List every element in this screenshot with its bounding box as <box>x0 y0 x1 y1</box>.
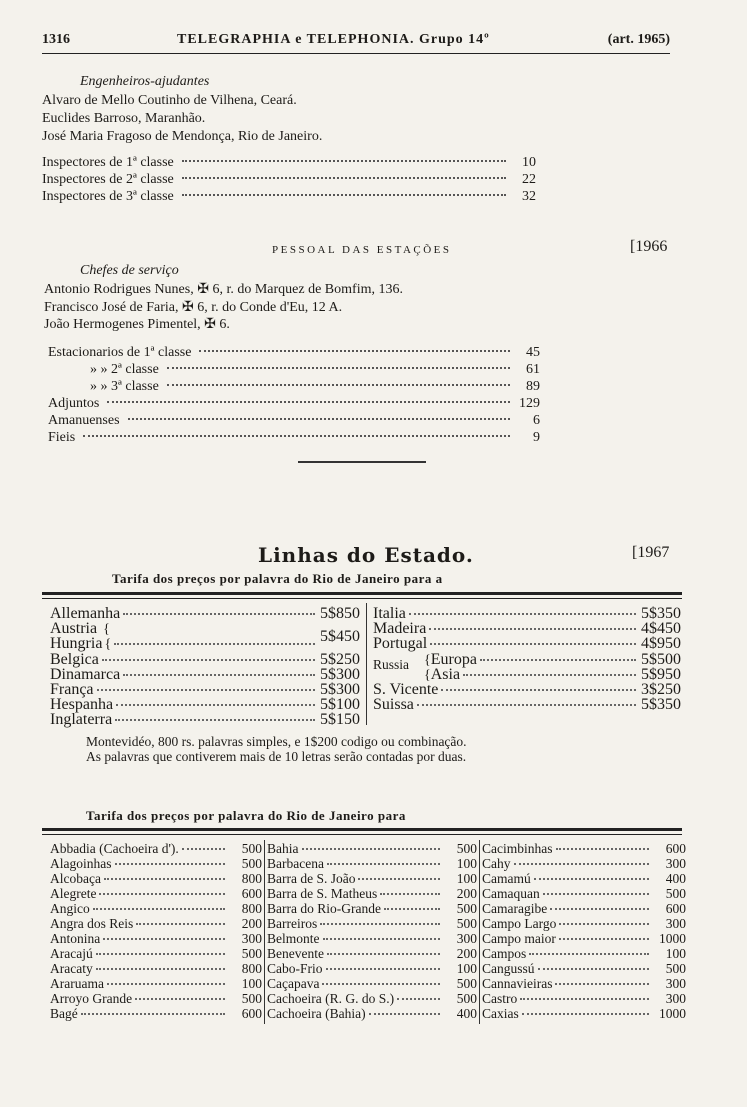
table-row <box>482 931 686 946</box>
table-row <box>267 841 477 856</box>
table-top-rule <box>42 592 682 595</box>
table-row <box>482 856 686 871</box>
column-separator <box>264 840 265 1024</box>
estacoes-row: Amanuenses 6 <box>48 413 540 428</box>
place-name: Caçapava <box>267 976 320 991</box>
header-rule <box>42 53 670 54</box>
section-divider <box>298 461 426 463</box>
article-ref: (art. 1965) <box>607 32 670 47</box>
place-name: Arroyo Grande <box>50 991 133 1006</box>
price-value: 100 <box>456 961 477 976</box>
table-row: Inglaterra 5$150 <box>50 711 360 728</box>
price-value: 500 <box>665 961 686 976</box>
place-name: Cahy <box>482 856 511 871</box>
column-separator <box>479 840 480 1024</box>
place-name: Camaquan <box>482 886 540 901</box>
place-name: Alegrete <box>50 886 97 901</box>
price-value: 300 <box>241 931 262 946</box>
place-name: Campo Largo <box>482 916 557 931</box>
table-row <box>482 946 686 961</box>
place-name: Aracajú <box>50 946 93 961</box>
linhas-title: Linhas do Estado. <box>258 543 474 567</box>
table-row <box>267 916 477 931</box>
place-name: Belmonte <box>267 931 320 946</box>
inspectores-row: Inspectores de 2ª classe 22 <box>42 172 536 187</box>
engenheiro-name: Alvaro de Mello Coutinho de Vilhena, Ceará. <box>42 93 297 108</box>
price-value: 200 <box>456 886 477 901</box>
chefe-name: Francisco José de Faria, ✠ 6, r. do Conde d'Eu, 12 A. <box>44 300 343 315</box>
table-row: Dinamarca 5$300 <box>50 666 360 683</box>
place-name: Cachoeira (R. G. do S.) <box>267 991 395 1006</box>
price-value: 500 <box>456 841 477 856</box>
table-top-rule <box>42 598 682 599</box>
table-row <box>267 961 477 976</box>
table-row <box>482 901 686 916</box>
inspectores-row: Inspectores de 1ª classe 10 <box>42 155 536 170</box>
place-name: Antonina <box>50 931 101 946</box>
table-row <box>267 901 477 916</box>
place-name: Alcobaça <box>50 871 101 886</box>
price-value: 100 <box>456 871 477 886</box>
price-value: 800 <box>241 901 262 916</box>
table-row <box>50 931 262 946</box>
place-name: Bagé <box>50 1006 78 1021</box>
place-name: Cacimbinhas <box>482 841 553 856</box>
place-name: Castro <box>482 991 518 1006</box>
place-name: Barra do Rio-Grande <box>267 901 381 916</box>
price-value: 300 <box>665 991 686 1006</box>
place-name: Barbacena <box>267 856 324 871</box>
table-row <box>267 856 477 871</box>
price-value: 300 <box>665 856 686 871</box>
price-value: 600 <box>665 901 686 916</box>
russia-label: Russia <box>373 657 410 672</box>
table-row: S. Vicente 3$250 <box>373 681 681 698</box>
price-value: 500 <box>241 946 262 961</box>
price-value: 500 <box>456 976 477 991</box>
price-value: 600 <box>241 886 262 901</box>
table-row: { Asia 5$950 <box>424 666 681 683</box>
engenheiro-name: José Maria Fragoso de Mendonça, Rio de Janeiro. <box>42 129 323 144</box>
tarifa-title: Tarifa dos preços por palavra do Rio de Janeiro para <box>86 808 406 823</box>
table-row <box>50 841 262 856</box>
price-value: 400 <box>456 1006 477 1021</box>
tarifa-note: As palavras que contiverem mais de 10 letras serão contadas por duas. <box>86 749 467 764</box>
table-row: Italia 5$350 <box>373 605 681 622</box>
price-value: 500 <box>241 856 262 871</box>
table-row: Madeira 4$450 <box>373 620 681 637</box>
price-value: 600 <box>241 1006 262 1021</box>
place-name: Campo maior <box>482 931 556 946</box>
paragraph-ref: [1967 <box>632 544 670 561</box>
price-value: 100 <box>241 976 262 991</box>
price-value: 500 <box>456 991 477 1006</box>
table-row: França 5$300 <box>50 681 360 698</box>
place-name: Angra dos Reis <box>50 916 134 931</box>
place-name: Cannavieiras <box>482 976 553 991</box>
price-value: 300 <box>665 976 686 991</box>
table-row <box>267 1006 477 1021</box>
place-name: Caxias <box>482 1006 519 1021</box>
place-name: Cangussú <box>482 961 535 976</box>
table-row <box>482 871 686 886</box>
price-value: 1000 <box>659 1006 686 1021</box>
price-value: 300 <box>456 931 477 946</box>
place-name: Bahia <box>267 841 299 856</box>
table-row <box>50 946 262 961</box>
table-row <box>50 976 262 991</box>
table-row <box>50 871 262 886</box>
table-row <box>50 961 262 976</box>
place-name: Barra de S. Matheus <box>267 886 378 901</box>
inspectores-row: Inspectores de 3ª classe 32 <box>42 189 536 204</box>
table-row <box>267 991 477 1006</box>
engenheiros-heading: Engenheiros-ajudantes <box>80 74 210 89</box>
table-top-rule <box>42 828 682 831</box>
place-name: Benevente <box>267 946 324 961</box>
table-row: Portugal 4$950 <box>373 635 681 652</box>
table-row: { Europa 5$500 <box>424 651 681 668</box>
table-row <box>482 886 686 901</box>
price-value: 400 <box>665 871 686 886</box>
place-name: Barra de S. João <box>267 871 356 886</box>
table-row <box>50 916 262 931</box>
table-row <box>50 886 262 901</box>
engenheiro-name: Euclides Barroso, Maranhão. <box>42 111 206 126</box>
table-row <box>50 991 262 1006</box>
estacoes-row: » » 3ª classe 89 <box>90 379 540 394</box>
price-value: 500 <box>456 901 477 916</box>
table-row: Austria { <box>50 620 110 637</box>
price-value: 300 <box>665 916 686 931</box>
table-top-rule <box>42 834 682 835</box>
table-row <box>482 991 686 1006</box>
chefe-name: Antonio Rodrigues Nunes, ✠ 6, r. do Marquez de Bomfim, 136. <box>44 282 403 297</box>
running-title: TELEGRAPHIA e TELEPHONIA. Grupo 14º <box>177 32 490 47</box>
table-row: Allemanha 5$850 <box>50 605 360 622</box>
price-value: 800 <box>241 871 262 886</box>
tarifa-note: Montevidéo, 800 rs. palavras simples, e 1$200 codigo ou combinação. <box>86 734 467 749</box>
table-row <box>482 961 686 976</box>
price-value: 600 <box>665 841 686 856</box>
price-value: 200 <box>241 916 262 931</box>
price-value: 500 <box>665 886 686 901</box>
table-row <box>267 931 477 946</box>
chefe-name: João Hermogenes Pimentel, ✠ 6. <box>44 317 230 332</box>
place-name: Barreiros <box>267 916 318 931</box>
table-row: Hungria { 5$450 <box>50 628 360 652</box>
estacoes-heading: PESSOAL DAS ESTAÇÕES <box>272 244 452 256</box>
table-row <box>482 841 686 856</box>
place-name: Angico <box>50 901 90 916</box>
price-value: 1000 <box>659 931 686 946</box>
place-name: Cachoeira (Bahia) <box>267 1006 366 1021</box>
paragraph-ref: [1966 <box>630 238 668 255</box>
estacoes-row: Fieis 9 <box>48 430 540 445</box>
place-name: Alagoinhas <box>50 856 112 871</box>
running-header <box>42 32 670 52</box>
table-row <box>267 976 477 991</box>
price-value: 500 <box>241 991 262 1006</box>
place-name: Campos <box>482 946 527 961</box>
price-value: 500 <box>456 916 477 931</box>
place-name: Araruama <box>50 976 104 991</box>
table-row <box>267 886 477 901</box>
place-name: Aracaty <box>50 961 93 976</box>
estacoes-row: Estacionarios de 1ª classe 45 <box>48 345 540 360</box>
table-row <box>267 946 477 961</box>
page-number: 1316 <box>42 32 70 47</box>
price-value: 500 <box>241 841 262 856</box>
place-name: Camaragibe <box>482 901 548 916</box>
table-row <box>482 916 686 931</box>
tarifa-title: Tarifa dos preços por palavra do Rio de Janeiro para a <box>112 571 443 586</box>
estacoes-row: Adjuntos 129 <box>48 396 540 411</box>
price-value: 800 <box>241 961 262 976</box>
chefes-heading: Chefes de serviço <box>80 263 179 278</box>
table-row <box>267 871 477 886</box>
place-name: Cabo-Frio <box>267 961 323 976</box>
table-row: Suissa 5$350 <box>373 696 681 713</box>
place-name: Abbadia (Cachoeira d'). <box>50 841 179 856</box>
price-value: 200 <box>456 946 477 961</box>
price-value: 100 <box>665 946 686 961</box>
table-row <box>50 1006 262 1021</box>
place-name: Camamú <box>482 871 531 886</box>
column-separator <box>366 603 367 725</box>
table-row <box>50 856 262 871</box>
table-row <box>482 976 686 991</box>
estacoes-row: » » 2ª classe 61 <box>90 362 540 377</box>
table-row: Hespanha 5$100 <box>50 696 360 713</box>
price-value: 100 <box>456 856 477 871</box>
table-row <box>50 901 262 916</box>
table-row <box>482 1006 686 1021</box>
table-row: Belgica 5$250 <box>50 651 360 668</box>
